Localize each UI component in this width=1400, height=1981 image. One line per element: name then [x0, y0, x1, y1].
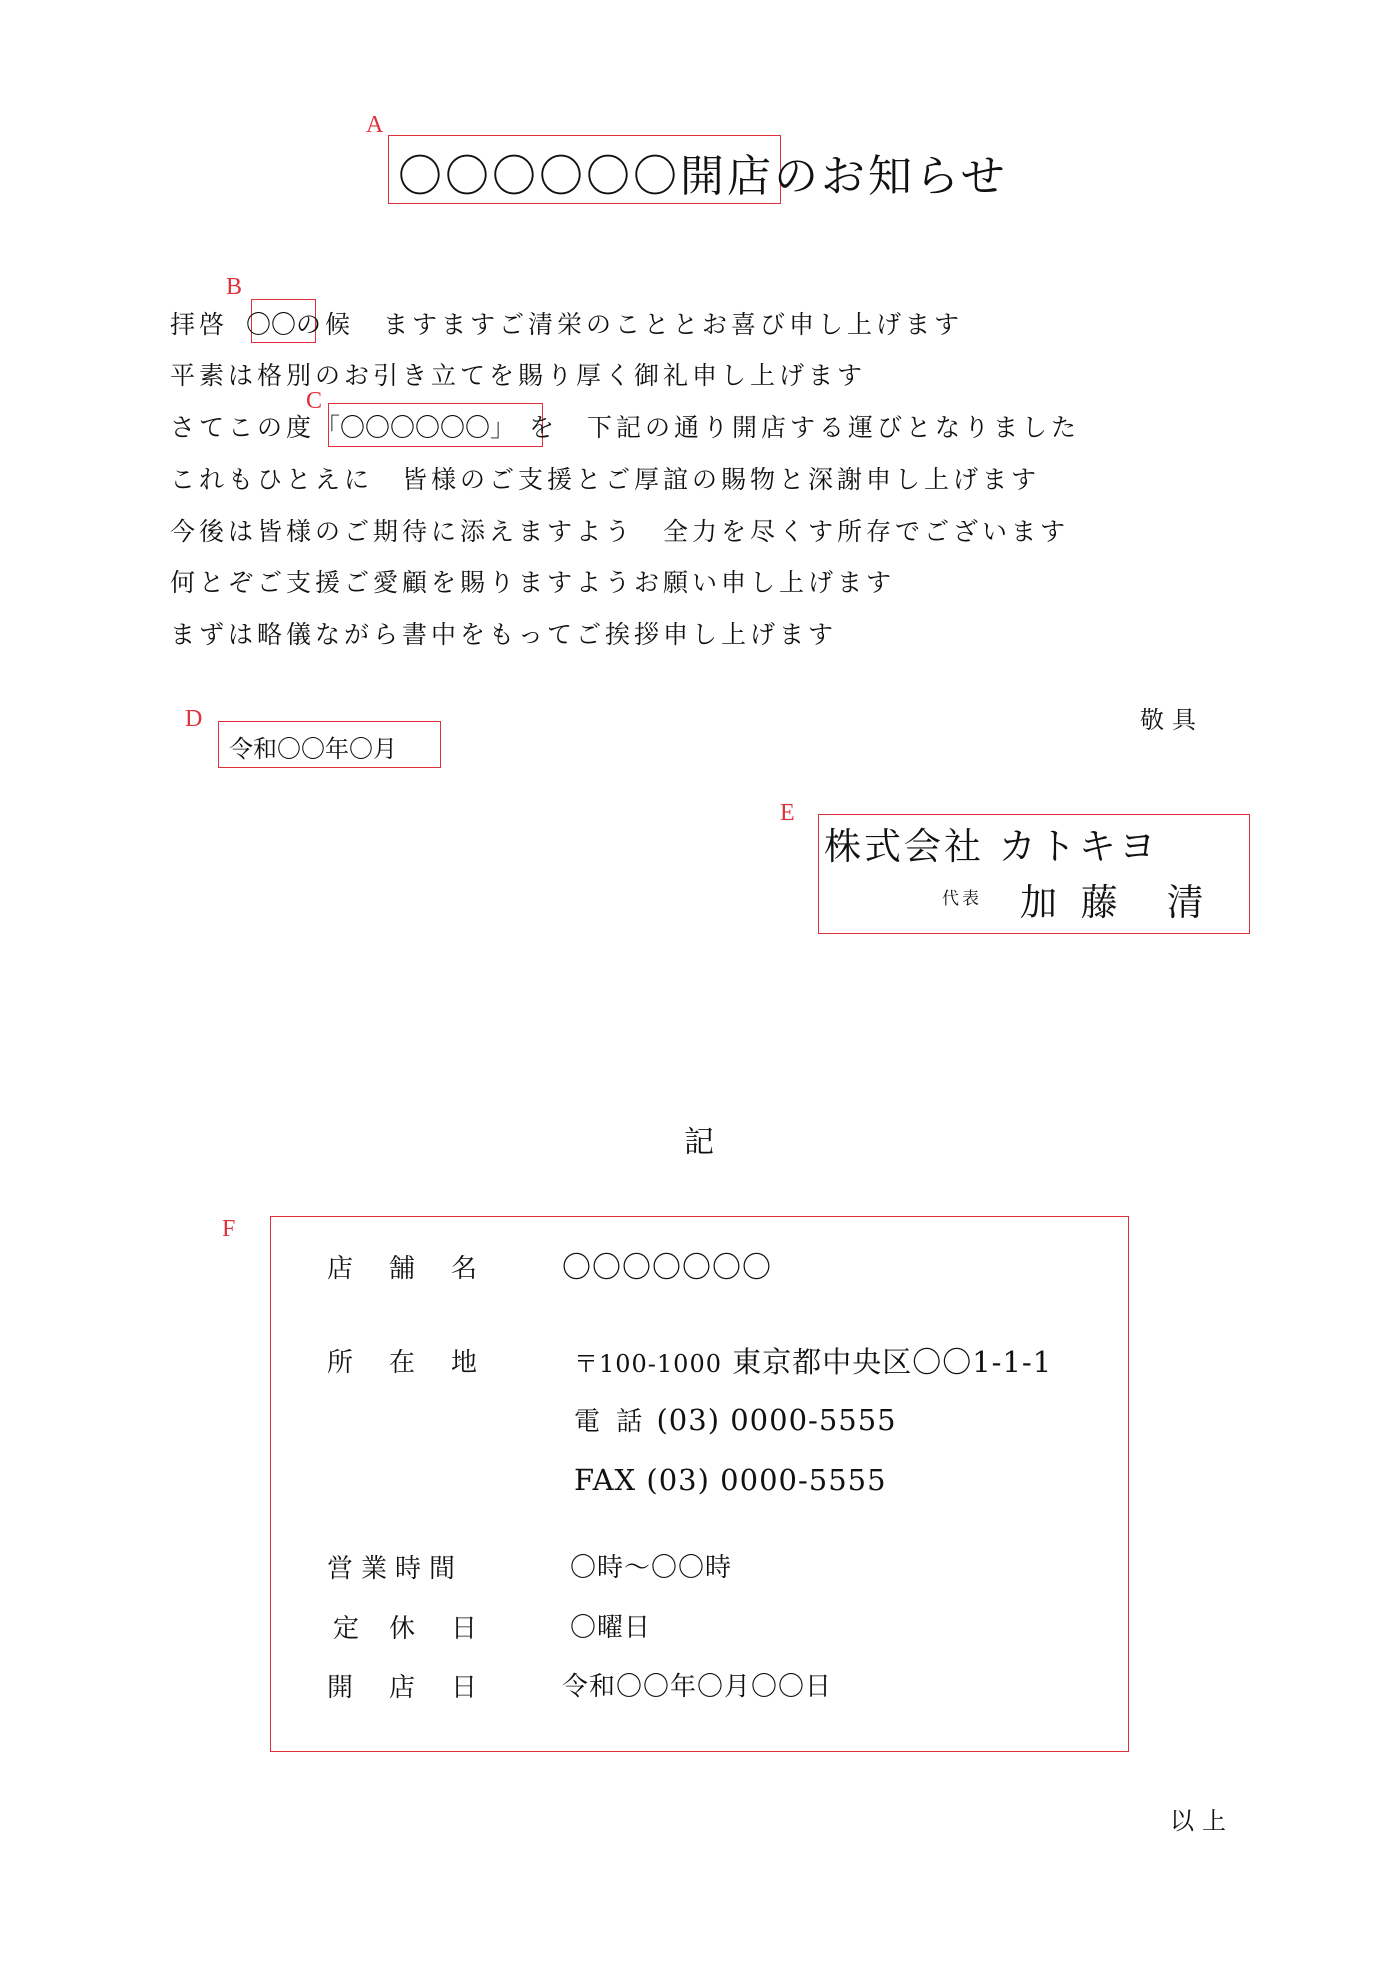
- document-title: [398, 140, 1008, 204]
- title-suffix: のお知らせ: [774, 151, 1008, 202]
- tel-line: [574, 1401, 897, 1438]
- postal-code: 〒100-1000: [574, 1350, 722, 1378]
- representative-role: 代表: [942, 889, 982, 909]
- body-line-2: 平素は格別のお引き立てを賜り厚く御礼申し上げます: [170, 361, 867, 390]
- fax-line: [574, 1463, 887, 1497]
- label-shop-name: 店 舗 名: [327, 1254, 478, 1284]
- marker-e: E: [780, 800, 795, 826]
- line1-prefix: 拝啓: [170, 310, 229, 339]
- tel-label: 電 話: [574, 1407, 647, 1437]
- marker-c: C: [306, 388, 323, 414]
- season-placeholder: 〇〇: [246, 310, 297, 339]
- representative-name: 加 藤 清: [1020, 881, 1210, 924]
- line1-rest: の候 ますますご清栄のこととお喜び申し上げます: [296, 310, 964, 339]
- tel-value: (03) 0000-5555: [656, 1403, 897, 1437]
- body-line-6: 何とぞご支援ご愛顧を賜りますようお願い申し上げます: [170, 568, 896, 597]
- address-text: 東京都中央区〇〇1-1-1: [732, 1345, 1053, 1379]
- line3-prefix: さてこの度: [170, 413, 316, 442]
- line3-rest: を 下記の通り開店する運びとなりました: [529, 413, 1081, 442]
- marker-b: B: [226, 274, 243, 300]
- marker-d: D: [185, 706, 203, 732]
- value-address: [574, 1340, 1052, 1381]
- title-placeholder: 〇〇〇〇〇〇開店: [398, 151, 774, 202]
- shop-placeholder: 「〇〇〇〇〇〇」: [315, 413, 516, 442]
- value-hours: 〇時～〇〇時: [570, 1553, 733, 1583]
- fax-value: (03) 0000-5555: [646, 1463, 887, 1497]
- value-opening-day: 令和〇〇年〇月〇〇日: [562, 1672, 833, 1702]
- fax-label: FAX: [574, 1463, 637, 1497]
- marker-a: A: [366, 112, 384, 138]
- body-line-3: [170, 408, 1080, 444]
- value-shop-name: 〇〇〇〇〇〇〇: [562, 1250, 773, 1284]
- body-line-5: 今後は皆様のご期待に添えますよう 全力を尽くす所存でございます: [170, 517, 1070, 546]
- label-hours: 営 業 時 間: [327, 1554, 456, 1584]
- date: 令和〇〇年〇月: [229, 735, 397, 763]
- company-name: 株式会社 カトキヨ: [824, 825, 1159, 868]
- marker-f: F: [222, 1216, 236, 1242]
- body-line-4: これもひとえに 皆様のご支援とご厚誼の賜物と深謝申し上げます: [170, 465, 1041, 494]
- value-holiday: 〇曜日: [570, 1613, 652, 1643]
- label-holiday: 定 休 日: [333, 1614, 478, 1644]
- label-address: 所 在 地: [327, 1348, 478, 1378]
- closing-ijou: 以上: [1170, 1807, 1234, 1835]
- ki-heading: 記: [684, 1125, 714, 1160]
- body-line-7: まずは略儀ながら書中をもってご挨拶申し上げます: [170, 620, 838, 649]
- label-opening-day: 開 店 日: [327, 1673, 478, 1703]
- body-line-1: [170, 305, 963, 341]
- closing-keigu: 敬具: [1140, 706, 1204, 734]
